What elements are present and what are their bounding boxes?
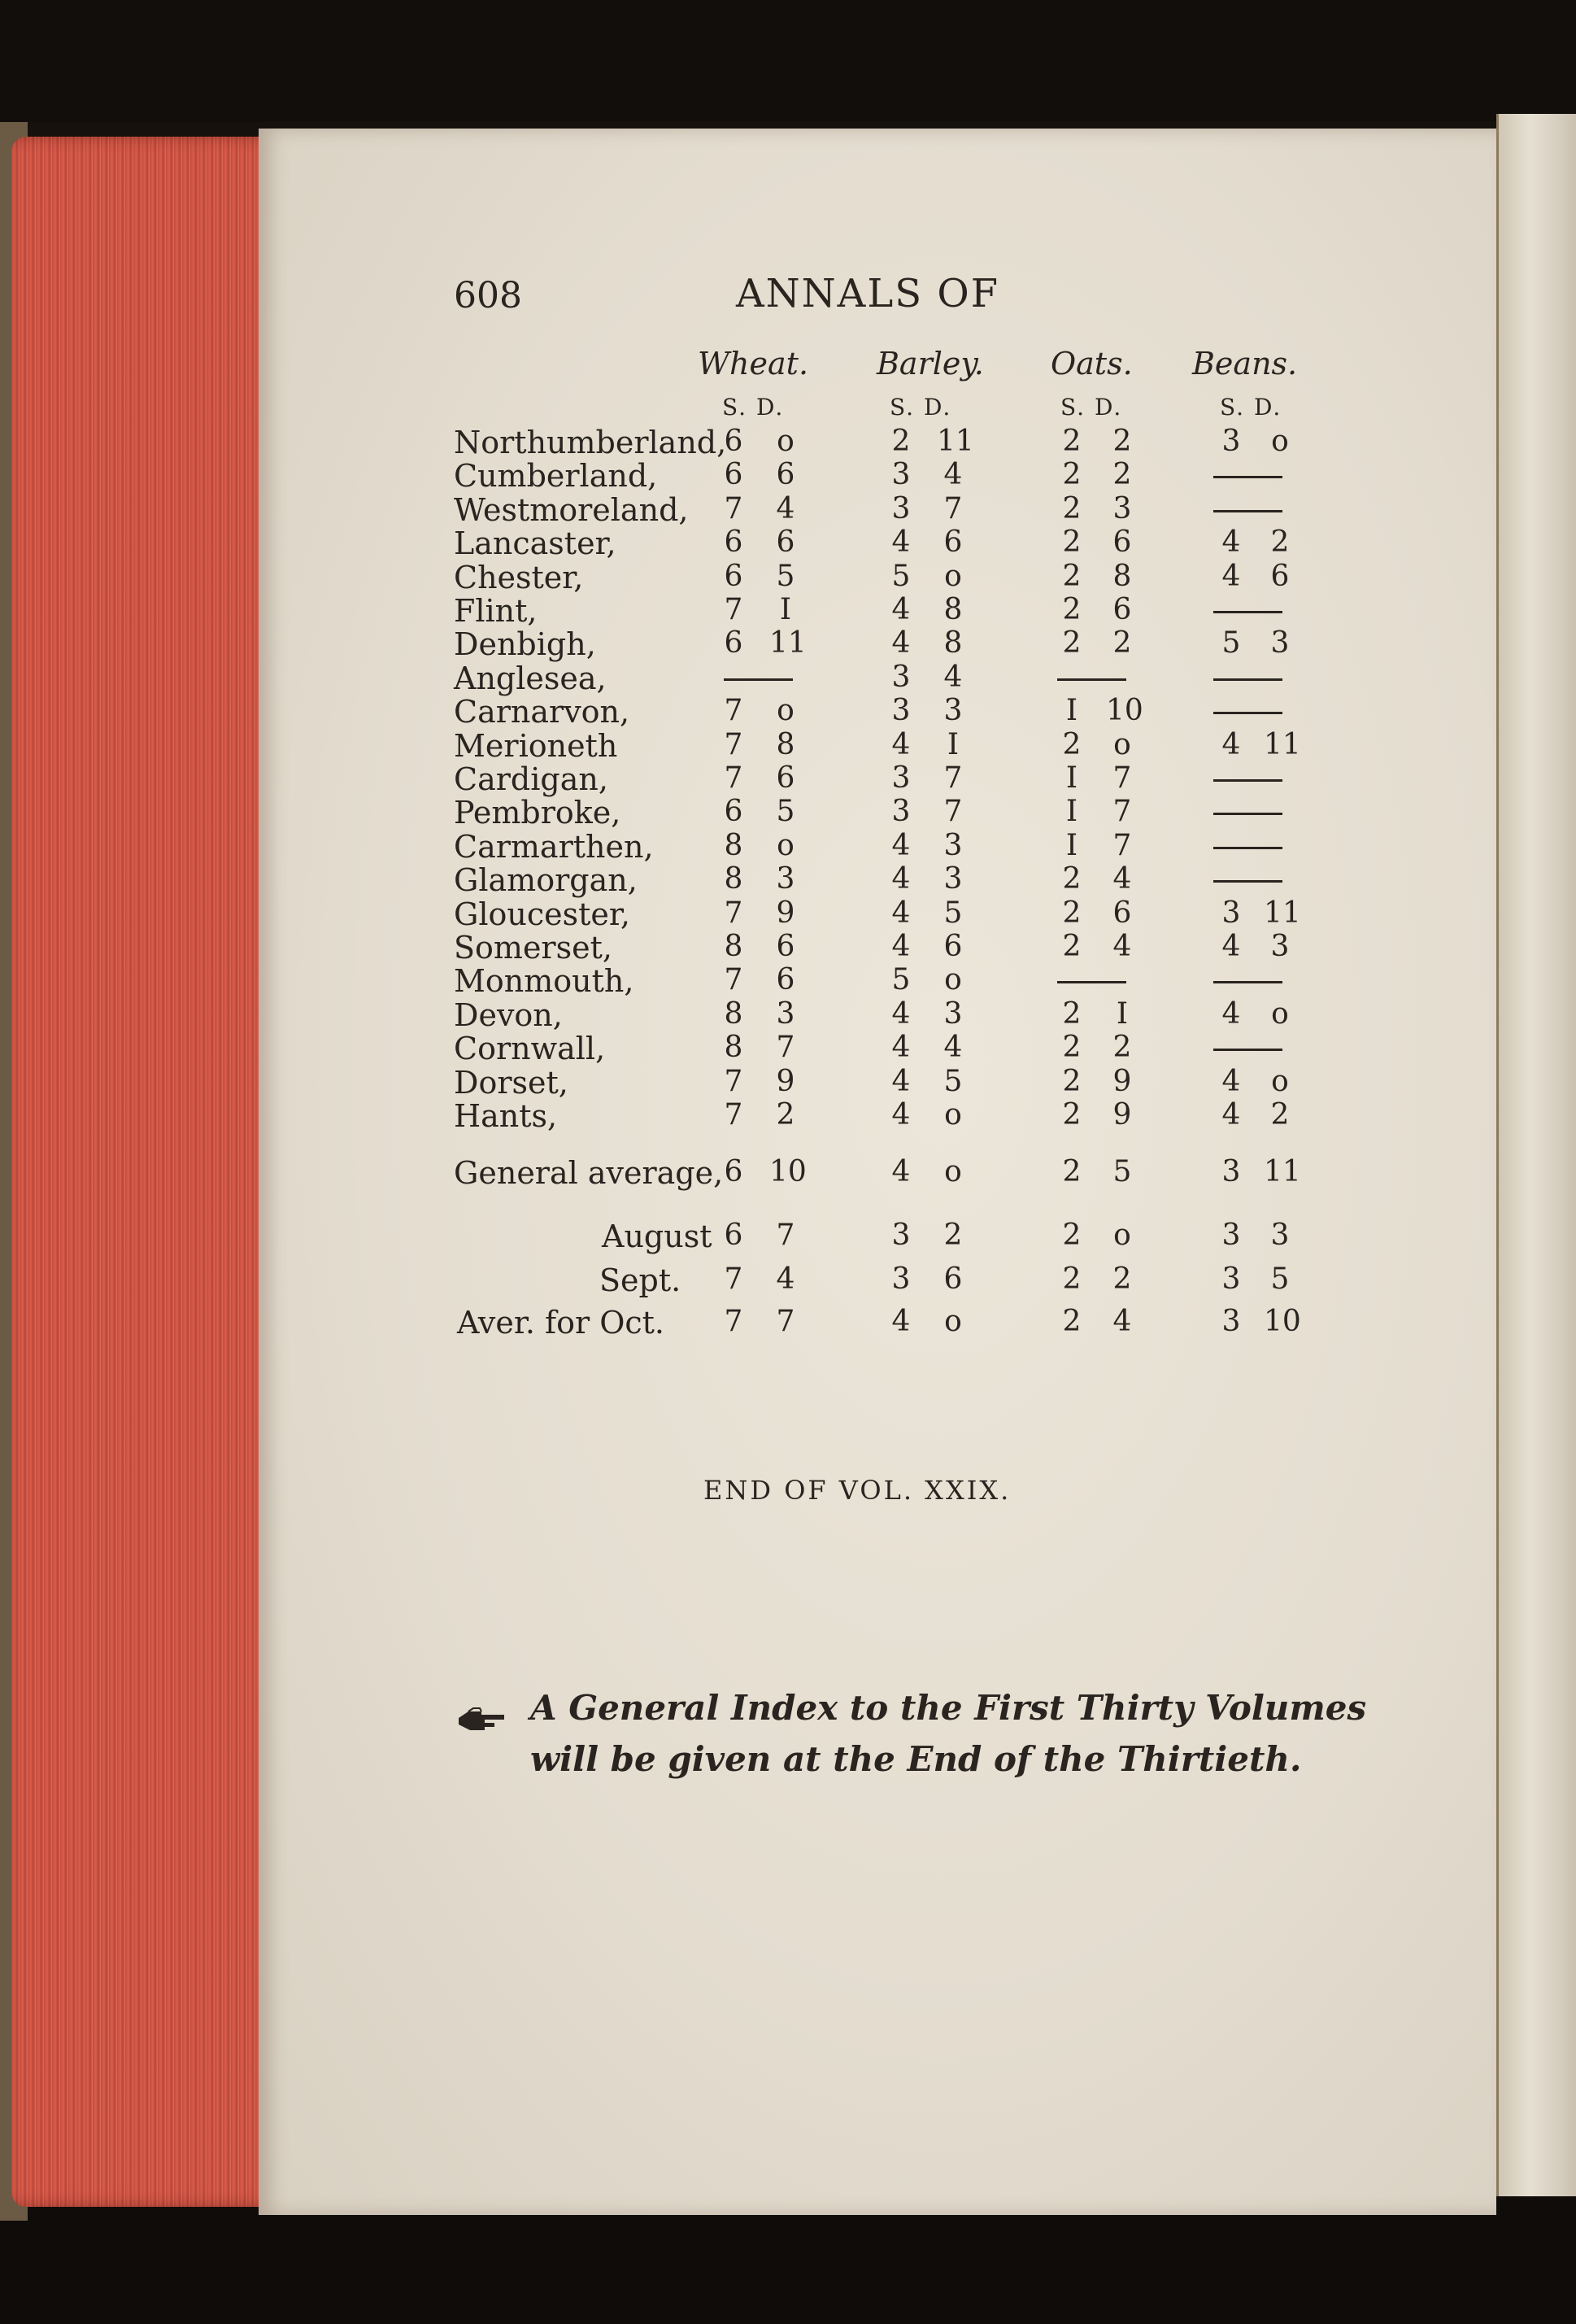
table-row-pence: 2	[1112, 458, 1132, 491]
county-name: Dorset,	[454, 1065, 568, 1101]
summary-row-pence: 11	[1264, 1155, 1301, 1188]
table-row-shillings: 4	[891, 728, 911, 761]
column-units: S. D.	[890, 394, 952, 421]
table-row-pence: 3	[1270, 930, 1290, 963]
table-row-pence: 8	[776, 728, 795, 761]
table-row-shillings: 6	[724, 560, 743, 593]
county-name: Chester,	[454, 560, 584, 595]
county-name: Anglesea,	[454, 661, 607, 696]
county-name: Flint,	[454, 593, 538, 629]
table-row-shillings: 4	[891, 930, 911, 963]
background-top	[0, 0, 1576, 122]
summary-row-shillings: 7	[724, 1305, 743, 1338]
table-row-pence: 3	[943, 862, 963, 896]
table-row-pence: 6	[776, 930, 795, 963]
summary-row-pence: 10	[769, 1155, 807, 1188]
table-row-pence: 3	[943, 997, 963, 1031]
background-bottom	[0, 2196, 1576, 2324]
table-row-pence: 6	[776, 963, 795, 996]
column-header-oats: Oats.	[1051, 346, 1133, 382]
summary-label: Aver. for Oct.	[457, 1305, 664, 1341]
index-note-line-1: A General Index to the First Thirty Volumes	[530, 1688, 1367, 1728]
table-row-shillings: 6	[724, 795, 743, 828]
table-row-shillings: 4	[891, 593, 911, 626]
summary-row-shillings: 6	[724, 1155, 743, 1188]
table-row-shillings: 3	[891, 661, 911, 694]
table-row-pence: 3	[776, 862, 795, 896]
county-name: Northumberland,	[454, 425, 727, 460]
table-row-shillings: I	[1065, 761, 1078, 795]
table-row-pence: I	[1116, 997, 1129, 1031]
table-row-pence: o	[1271, 1065, 1289, 1098]
table-row-shillings: 2	[1062, 1031, 1082, 1064]
table-row-pence: 3	[1270, 626, 1290, 660]
summary-row-shillings: 3	[891, 1262, 911, 1296]
table-row-shillings: 2	[1062, 896, 1082, 930]
summary-row-pence: 2	[943, 1219, 963, 1252]
table-row-shillings: 2	[1062, 425, 1082, 458]
table-row-shillings: 2	[1062, 593, 1082, 626]
summary-row-shillings: 3	[891, 1219, 911, 1252]
summary-row-pence: 7	[776, 1219, 795, 1252]
page-number: 608	[454, 275, 522, 316]
table-row-shillings: 4	[1221, 930, 1241, 963]
table-row-pence: o	[777, 425, 795, 458]
county-name: Carnarvon,	[454, 694, 630, 730]
summary-label: General average,	[454, 1155, 724, 1191]
table-row-pence: 7	[776, 1031, 795, 1064]
table-row-shillings: 3	[1221, 425, 1241, 458]
table-row-dash	[1213, 981, 1282, 983]
table-row-pence: 2	[1270, 525, 1290, 559]
summary-row-shillings: 3	[1221, 1262, 1241, 1296]
table-row-pence: 6	[1112, 896, 1132, 930]
table-row-pence: 6	[776, 525, 795, 559]
summary-row-pence: 5	[1112, 1155, 1132, 1188]
table-row-pence: 11	[1264, 728, 1301, 761]
summary-row-pence: 7	[776, 1305, 795, 1338]
summary-row-shillings: 4	[891, 1155, 911, 1188]
table-row-shillings: 7	[724, 728, 743, 761]
summary-row-shillings: 3	[1221, 1219, 1241, 1252]
table-row-shillings: 2	[1062, 930, 1082, 963]
table-row-pence: 9	[776, 896, 795, 930]
table-row-pence: 6	[776, 761, 795, 795]
summary-row-pence: 10	[1264, 1305, 1301, 1338]
table-row-pence: 10	[1106, 694, 1143, 727]
table-row-shillings: 2	[1062, 1098, 1082, 1131]
county-name: Merioneth	[454, 728, 618, 764]
table-row-pence: 6	[1112, 525, 1132, 559]
summary-row-pence: o	[944, 1155, 962, 1188]
table-row-shillings: 4	[891, 1065, 911, 1098]
table-row-pence: 2	[1112, 626, 1132, 660]
table-row-pence: 5	[776, 560, 795, 593]
table-row-shillings: 2	[891, 425, 911, 458]
table-row-shillings: 7	[724, 963, 743, 996]
county-name: Hants,	[454, 1098, 558, 1134]
table-row-pence: 5	[943, 896, 963, 930]
summary-row-shillings: 4	[891, 1305, 911, 1338]
table-row-pence: 7	[943, 761, 963, 795]
table-row-pence: 2	[1112, 425, 1132, 458]
table-row-shillings: 3	[891, 761, 911, 795]
table-row-pence: 11	[937, 425, 974, 458]
table-row-pence: 8	[943, 626, 963, 660]
table-row-pence: I	[947, 728, 960, 761]
pointing-hand-icon	[457, 1707, 507, 1734]
table-row-shillings: 7	[724, 1065, 743, 1098]
column-units: S. D.	[1220, 394, 1282, 421]
county-name: Cumberland,	[454, 458, 658, 494]
table-row-pence: 9	[1112, 1065, 1132, 1098]
table-row-dash	[1213, 1049, 1282, 1051]
table-row-shillings: I	[1065, 694, 1078, 727]
table-row-pence: 4	[1112, 862, 1132, 896]
table-row-dash	[1213, 678, 1282, 681]
county-name: Glamorgan,	[454, 862, 638, 898]
table-row-pence: 3	[776, 997, 795, 1031]
table-row-pence: 6	[1112, 593, 1132, 626]
table-row-pence: 6	[943, 525, 963, 559]
table-row-shillings: 2	[1062, 560, 1082, 593]
table-row-shillings: 2	[1062, 862, 1082, 896]
table-row-pence: 2	[776, 1098, 795, 1131]
summary-row-pence: o	[1113, 1219, 1131, 1252]
table-row-pence: 6	[943, 930, 963, 963]
table-row-pence: 5	[943, 1065, 963, 1098]
column-units: S. D.	[1060, 394, 1123, 421]
table-row-pence: 3	[1112, 492, 1132, 525]
table-row-shillings: 6	[724, 626, 743, 660]
column-header-wheat: Wheat.	[698, 346, 809, 382]
table-row-shillings: 4	[1221, 1098, 1241, 1131]
table-row-shillings: 6	[724, 525, 743, 559]
table-row-shillings: 4	[891, 829, 911, 862]
table-row-pence: 2	[1270, 1098, 1290, 1131]
summary-row-shillings: 7	[724, 1262, 743, 1296]
table-row-shillings: 7	[724, 492, 743, 525]
table-row-pence: 4	[1112, 930, 1132, 963]
table-row-pence: 6	[776, 458, 795, 491]
table-row-pence: 9	[776, 1065, 795, 1098]
county-name: Devon,	[454, 997, 563, 1033]
column-header-barley: Barley.	[877, 346, 984, 382]
table-row-shillings: 3	[1221, 896, 1241, 930]
running-head: ANNALS OF	[736, 271, 999, 316]
facing-page	[1496, 114, 1576, 2196]
table-row-pence: 11	[1264, 896, 1301, 930]
table-row-shillings: 2	[1062, 997, 1082, 1031]
table-row-dash	[1213, 779, 1282, 782]
summary-row-pence: 6	[943, 1262, 963, 1296]
table-row-pence: o	[944, 1098, 962, 1131]
end-of-volume-note: END OF VOL. XXIX.	[703, 1475, 1012, 1506]
county-name: Cardigan,	[454, 761, 608, 797]
table-row-shillings: 2	[1062, 626, 1082, 660]
table-row-pence: 3	[943, 829, 963, 862]
summary-row-pence: 4	[1112, 1305, 1132, 1338]
table-row-shillings: 7	[724, 761, 743, 795]
table-row-pence: 2	[1112, 1031, 1132, 1064]
table-row-shillings: 4	[1221, 560, 1241, 593]
table-row-pence: 6	[1270, 560, 1290, 593]
table-row-pence: o	[944, 963, 962, 996]
table-row-pence: 4	[943, 661, 963, 694]
summary-row-shillings: 3	[1221, 1305, 1241, 1338]
table-row-dash	[1213, 847, 1282, 849]
table-row-shillings: 4	[891, 1098, 911, 1131]
summary-row-pence: 5	[1270, 1262, 1290, 1296]
summary-row-shillings: 2	[1062, 1155, 1082, 1188]
table-row-shillings: 3	[891, 694, 911, 727]
table-row-pence: 5	[776, 795, 795, 828]
summary-row-shillings: 2	[1062, 1262, 1082, 1296]
table-row-pence: 3	[943, 694, 963, 727]
table-row-shillings: 2	[1062, 728, 1082, 761]
table-row-pence: 4	[943, 1031, 963, 1064]
table-row-shillings: 3	[891, 458, 911, 491]
table-row-shillings: 4	[891, 626, 911, 660]
table-row-shillings: I	[1065, 829, 1078, 862]
table-row-shillings: 2	[1062, 458, 1082, 491]
column-units: S. D.	[722, 394, 785, 421]
table-row-shillings: 4	[891, 862, 911, 896]
summary-row-shillings: 3	[1221, 1155, 1241, 1188]
summary-label: August	[602, 1219, 712, 1254]
table-row-shillings: 4	[891, 525, 911, 559]
table-row-shillings: 7	[724, 896, 743, 930]
table-row-pence: 11	[769, 626, 807, 660]
summary-row-pence: 2	[1112, 1262, 1132, 1296]
table-row-shillings: 8	[724, 997, 743, 1031]
table-row-shillings: 8	[724, 862, 743, 896]
table-row-pence: o	[1113, 728, 1131, 761]
table-row-shillings: 4	[1221, 525, 1241, 559]
table-row-dash	[1057, 678, 1126, 681]
table-row-dash	[1213, 476, 1282, 478]
book-page	[259, 129, 1496, 2215]
county-name: Carmarthen,	[454, 829, 654, 865]
table-row-pence: 7	[1112, 761, 1132, 795]
table-row-shillings: 6	[724, 458, 743, 491]
table-row-pence: o	[777, 694, 795, 727]
table-row-pence: 8	[1112, 560, 1132, 593]
table-row-pence: o	[1271, 425, 1289, 458]
table-row-shillings: 4	[1221, 997, 1241, 1031]
table-row-pence: o	[1271, 997, 1289, 1031]
table-row-shillings: 8	[724, 829, 743, 862]
county-name: Gloucester,	[454, 896, 630, 932]
index-note-line-2: will be given at the End of the Thirtieth.	[530, 1739, 1302, 1779]
summary-row-pence: 4	[776, 1262, 795, 1296]
county-name: Denbigh,	[454, 626, 596, 662]
table-row-shillings: I	[1065, 795, 1078, 828]
county-name: Pembroke,	[454, 795, 621, 831]
table-row-shillings: 6	[724, 425, 743, 458]
table-row-shillings: 4	[1221, 728, 1241, 761]
county-name: Westmoreland,	[454, 492, 689, 528]
table-row-shillings: 3	[891, 795, 911, 828]
table-row-shillings: 4	[1221, 1065, 1241, 1098]
table-row-dash	[1213, 712, 1282, 714]
table-row-pence: 7	[943, 492, 963, 525]
table-row-shillings: 5	[891, 963, 911, 996]
table-row-shillings: 4	[891, 997, 911, 1031]
county-name: Lancaster,	[454, 525, 616, 561]
table-row-dash	[1213, 510, 1282, 512]
table-row-dash	[1213, 611, 1282, 613]
table-row-dash	[1213, 880, 1282, 883]
table-row-shillings: 5	[891, 560, 911, 593]
table-row-pence: 4	[776, 492, 795, 525]
table-row-shillings: 4	[891, 896, 911, 930]
table-row-dash	[724, 678, 793, 681]
table-row-pence: 7	[943, 795, 963, 828]
table-row-pence: o	[944, 560, 962, 593]
table-row-shillings: 4	[891, 1031, 911, 1064]
table-row-shillings: 8	[724, 930, 743, 963]
county-name: Somerset,	[454, 930, 612, 966]
summary-row-pence: 3	[1270, 1219, 1290, 1252]
table-row-shillings: 7	[724, 694, 743, 727]
table-row-pence: 7	[1112, 795, 1132, 828]
summary-label: Sept.	[599, 1262, 681, 1298]
table-row-shillings: 3	[891, 492, 911, 525]
county-name: Monmouth,	[454, 963, 634, 999]
table-row-pence: I	[779, 593, 792, 626]
table-row-dash	[1213, 813, 1282, 815]
column-header-beans: Beans.	[1192, 346, 1298, 382]
table-row-pence: 7	[1112, 829, 1132, 862]
table-row-shillings: 2	[1062, 492, 1082, 525]
summary-row-shillings: 2	[1062, 1219, 1082, 1252]
table-row-shillings: 2	[1062, 525, 1082, 559]
table-row-pence: 8	[943, 593, 963, 626]
table-row-shillings: 7	[724, 593, 743, 626]
county-name: Cornwall,	[454, 1031, 606, 1066]
table-row-dash	[1057, 981, 1126, 983]
table-row-shillings: 7	[724, 1098, 743, 1131]
table-row-pence: o	[777, 829, 795, 862]
summary-row-shillings: 6	[724, 1219, 743, 1252]
book-page-edges	[11, 137, 280, 2207]
summary-row-pence: o	[944, 1305, 962, 1338]
table-row-shillings: 2	[1062, 1065, 1082, 1098]
table-row-shillings: 5	[1221, 626, 1241, 660]
summary-row-shillings: 2	[1062, 1305, 1082, 1338]
table-row-shillings: 8	[724, 1031, 743, 1064]
table-row-pence: 4	[943, 458, 963, 491]
table-row-pence: 9	[1112, 1098, 1132, 1131]
